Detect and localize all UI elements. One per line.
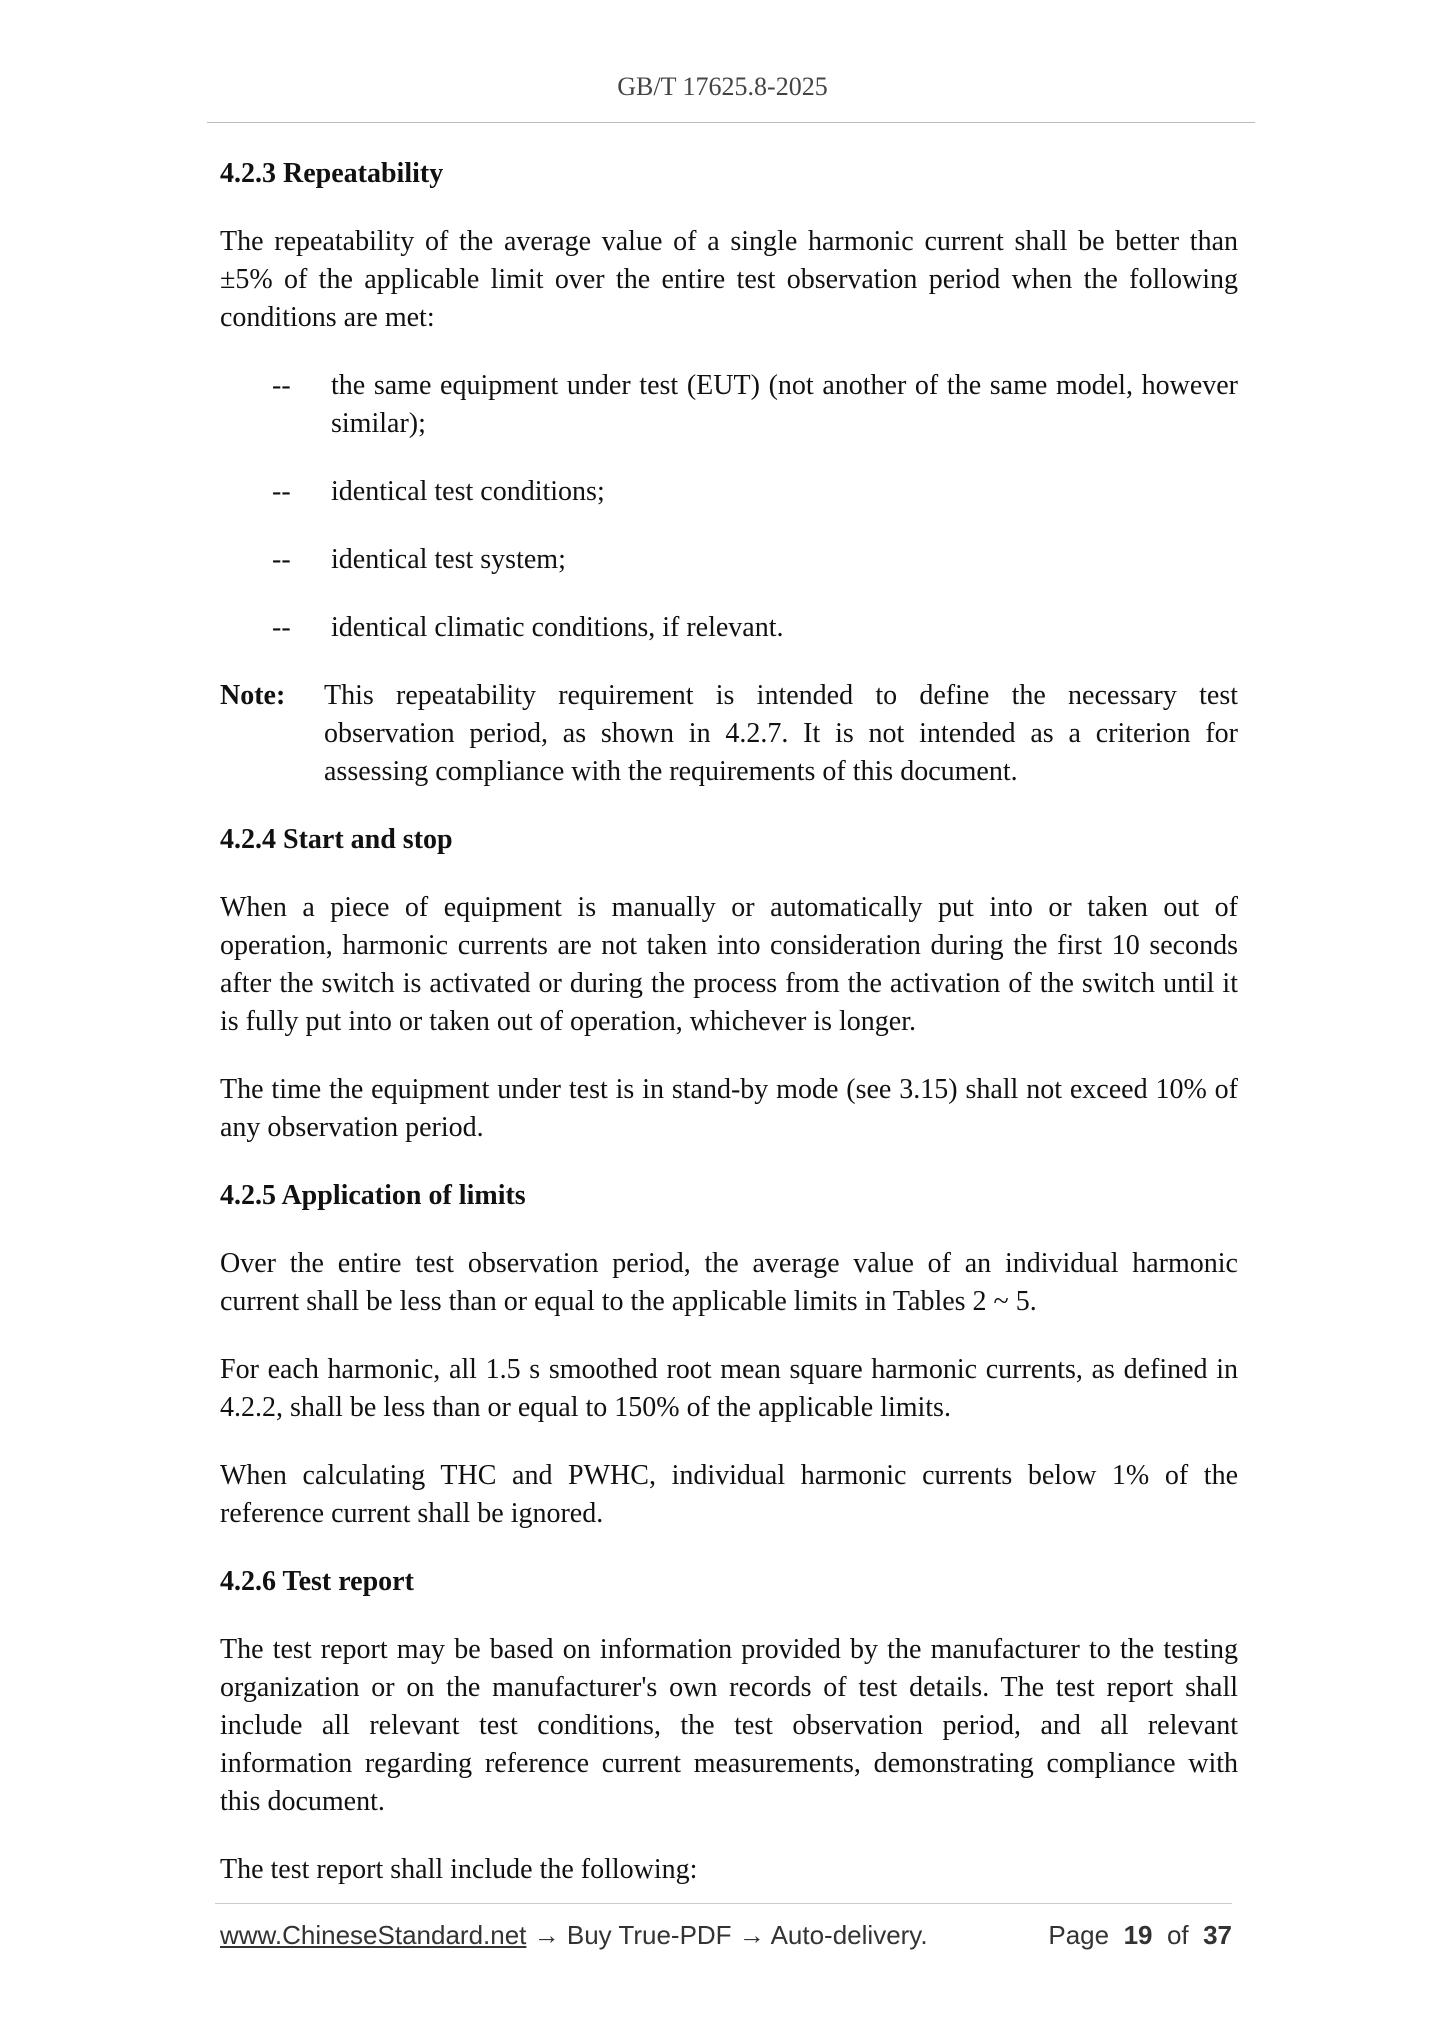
paragraph: The time the equipment under test is in stand-by mode (see 3.15) shall not exceed 10% of any observation period. [220, 1074, 1238, 1143]
list-dash: -- [272, 612, 291, 643]
footer-promo-text: → Buy True-PDF → Auto-delivery. [526, 1920, 928, 1950]
list-dash: -- [272, 370, 291, 401]
paragraph: Over the entire test observation period, the average value of an individual harmonic current shall be less than or equal to the applicable limits in Tables 2 ~ 5. [220, 1248, 1238, 1317]
section-heading-4-2-3: 4.2.3 Repeatability [220, 158, 444, 189]
paragraph: When a piece of equipment is manually or automatically put into or taken out of operation, harmonic currents are not taken into consideration during the first 10 seconds after the switch is activated or during the process from the activation of the switch until it is fully put into or taken out of operation, whichever is longer. [220, 892, 1238, 1037]
list-item [220, 367, 1238, 443]
list-item-text: identical test system; [331, 544, 566, 575]
list-item-text: identical test conditions; [331, 476, 605, 507]
document-header-title: GB/T 17625.8-2025 [617, 72, 828, 101]
list-dash: -- [272, 544, 291, 575]
paragraph: The test report may be based on information provided by the manufacturer to the testing organization or on the manufacturer's own records of test details. The test report shall include all relevant test conditions, the test observation period, and all relevant information regarding reference current measurements, demonstrating compliance with this document. [220, 1634, 1238, 1817]
header-divider [207, 122, 1255, 123]
note-text: This repeatability requirement is intended to define the necessary test observation period, as shown in 4.2.7. It is not intended as a criterion for assessing compliance with the requirements of this document. [324, 680, 1238, 787]
website-link[interactable]: www.ChineseStandard.net [220, 1920, 527, 1950]
footer-promo [220, 1920, 928, 1951]
total-page-count: 37 [1203, 1920, 1232, 1950]
paragraph: The test report shall include the following: [220, 1854, 698, 1885]
note-label: Note: [220, 680, 286, 711]
list-dash: -- [272, 476, 291, 507]
paragraph: When calculating THC and PWHC, individual harmonic currents below 1% of the reference current shall be ignored. [220, 1460, 1238, 1529]
paragraph: The repeatability of the average value of a single harmonic current shall be better than ±5% of the applicable limit over the entire test observation period when the following conditions are met: [220, 226, 1238, 333]
list-item-text: the same equipment under test (EUT) (not another of the same model, however similar); [331, 370, 1238, 439]
section-heading-4-2-5: 4.2.5 Application of limits [220, 1180, 526, 1211]
list-item-text: identical climatic conditions, if relevant. [331, 612, 784, 643]
list-item [220, 473, 1238, 511]
list-item [220, 541, 1238, 579]
section-heading-4-2-6: 4.2.6 Test report [220, 1566, 414, 1597]
footer-divider [215, 1903, 1232, 1904]
of-word: of [1166, 1920, 1189, 1950]
list-item [220, 609, 1238, 647]
page-number [1048, 1920, 1232, 1951]
page-footer [220, 1920, 1232, 1960]
paragraph: For each harmonic, all 1.5 s smoothed root mean square harmonic currents, as defined in 4.2.2, shall be less than or equal to 150% of the applicable limits. [220, 1354, 1238, 1423]
page-word: Page [1048, 1920, 1110, 1950]
note-block [220, 677, 1238, 791]
current-page-number: 19 [1123, 1920, 1153, 1950]
page-content [220, 155, 1238, 1919]
section-heading-4-2-4: 4.2.4 Start and stop [220, 824, 453, 855]
